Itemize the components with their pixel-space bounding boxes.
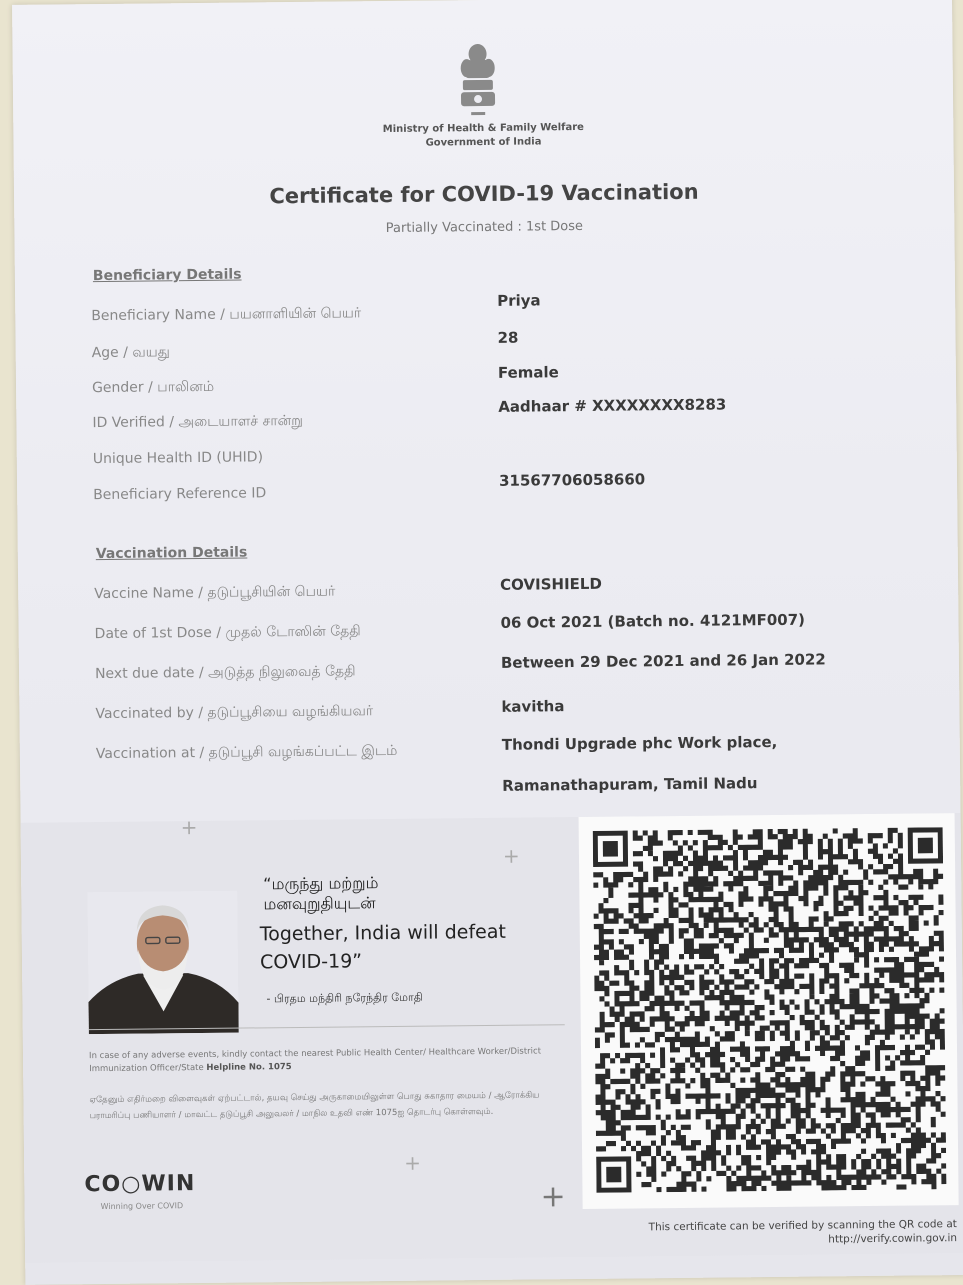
crop-mark-icon: + [540, 1179, 566, 1215]
qr-code-icon [593, 827, 947, 1193]
first-dose-date-label: Date of 1st Dose / முதல் டோஸின் தேதி [94, 623, 361, 643]
age-value: 28 [497, 328, 519, 347]
next-due-date-value: Between 29 Dec 2021 and 26 Jan 2022 [500, 650, 826, 672]
crop-mark-icon: + [404, 1150, 422, 1175]
vaccination-section-title: Vaccination Details [95, 544, 248, 563]
beneficiary-section-title: Beneficiary Details [92, 266, 242, 285]
gender-value: Female [497, 363, 559, 382]
next-due-date-label: Next due date / அடுத்த நிலுவைத் தேதி [94, 663, 356, 683]
quote-english: Together, India will defeat COVID-19” [259, 920, 507, 974]
prime-minister-portrait [87, 891, 238, 1035]
dose-status: Partially Vaccinated : 1st Dose [385, 218, 584, 237]
national-emblem-icon [452, 40, 503, 121]
ministry-line2: Government of India [425, 136, 542, 149]
helpline-number: Helpline No. 1075 [206, 1062, 292, 1073]
vaccination-at-value-line2: Ramanathapuram, Tamil Nadu [502, 774, 758, 795]
vaccine-name-label: Vaccine Name / தடுப்பூசியின் பெயர் [94, 583, 336, 603]
crop-mark-icon: + [180, 815, 198, 840]
first-dose-date-value: 06 Oct 2021 (Batch no. 4121MF007) [500, 610, 806, 632]
reference-id-label: Beneficiary Reference ID [93, 485, 267, 504]
id-verified-label: ID Verified / அடையாளச் சான்று [92, 412, 303, 432]
verify-note [545, 1217, 957, 1249]
vaccinated-by-value: kavitha [501, 697, 565, 716]
reference-id-value: 31567706058660 [498, 470, 646, 490]
verify-note-line1: This certificate can be verified by scanning the QR code at [648, 1218, 957, 1234]
cowin-tagline: Winning Over COVID [100, 1201, 184, 1212]
age-label: Age / வயது [91, 344, 171, 362]
verify-note-url[interactable]: http://verify.cowin.gov.in [828, 1232, 958, 1246]
cowin-logo: CO○WIN [84, 1171, 196, 1198]
vaccination-at-label: Vaccination at / தடுப்பூசி வழங்கப்பட்ட இடம் [95, 742, 398, 763]
ministry-heading [313, 120, 653, 152]
helpline-english-text: In case of any adverse events, kindly contact the nearest Public Health Center/ Healthcare Worker/District Immunization Officer/State [88, 1046, 542, 1075]
helpline-tamil-text: ஏதேனும் எதிர்மறை விளைவுகள் ஏற்பட்டால், தயவு செய்து அருகாமையிலுள்ள பொது சுகாதார மையம் / ஆரோக்கிய பராமரிப்பு பணியாளர் / மாவட்ட தடுப்பூசி அலுவலர் / மாநில உதவி எண் 1075ஐ தொடர்பு கொள்ளவும். [89, 1090, 540, 1122]
certificate-title: Certificate for COVID-19 Vaccination [269, 179, 699, 209]
ministry-line1: Ministry of Health & Family Welfare [382, 121, 584, 136]
gender-label: Gender / பாலினம் [91, 378, 215, 397]
quote-attribution: - பிரதம மந்திரி நரேந்திர மோதி [266, 990, 423, 1006]
vaccine-name-value: COVISHIELD [500, 574, 602, 594]
crop-mark-icon: + [502, 843, 520, 868]
uhid-label: Unique Health ID (UHID) [92, 449, 264, 468]
vaccinated-by-label: Vaccinated by / தடுப்பூசியை வழங்கியவர் [95, 703, 374, 723]
id-verified-value: Aadhaar # XXXXXXXX8283 [498, 395, 727, 416]
helpline-notice [89, 1045, 569, 1076]
certificate-page [12, 0, 963, 1285]
vaccination-at-value: Thondi Upgrade phc Work place, [501, 732, 778, 754]
beneficiary-name-value: Priya [497, 291, 541, 310]
quote-tamil: “மருந்து மற்றும் மனவுறுதியுடன் [263, 873, 379, 914]
beneficiary-name-label: Beneficiary Name / பயனாளியின் பெயர் [91, 305, 362, 325]
